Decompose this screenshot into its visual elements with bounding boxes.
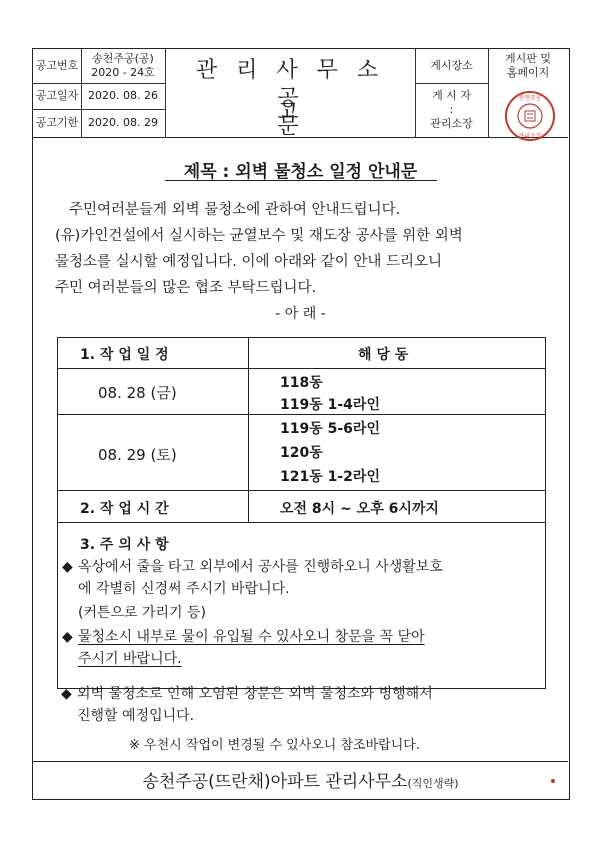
intro-line-2: (유)가인건설에서 실시하는 균열보수 및 재도장 공사를 위한 외벽 bbox=[55, 228, 463, 244]
post-place-value-line2: 홈페이지 bbox=[506, 66, 550, 79]
notice-date-value: 2020. 08. 26 bbox=[88, 89, 158, 102]
intro-line-3: 물청소를 실시할 예정입니다. 이에 아래와 같이 안내 드리오니 bbox=[55, 254, 443, 270]
poster-label: 게 시 자 bbox=[432, 89, 471, 102]
day2-building-2: 120동 bbox=[280, 445, 323, 461]
office-title: 관 리 사 무 소 bbox=[195, 58, 385, 83]
footer-org-name: 송천주공(뜨란채)아파트 관리사무소 bbox=[142, 772, 408, 792]
note-2-line-2: 주시기 바랍니다. bbox=[78, 651, 182, 667]
notice-page bbox=[32, 48, 570, 800]
note-3-line-2: 진행할 예정입니다. bbox=[77, 708, 195, 724]
notice-no-value-line2: 2020 - 24호 bbox=[91, 66, 155, 79]
notice-deadline-label: 공고기한 bbox=[35, 116, 79, 129]
diamond-bullet-icon: ◆ bbox=[61, 686, 72, 702]
notice-title: 제목 : 외벽 물청소 일정 안내문 bbox=[183, 162, 418, 182]
seal-omitted: (직인생략) bbox=[407, 777, 459, 790]
note-3 bbox=[61, 683, 433, 705]
seal-text-top: 송천주공 bbox=[518, 95, 542, 102]
note-1-line-1: 옥상에서 줄을 타고 외부에서 공사를 진행하오니 사생활보호 bbox=[78, 559, 443, 575]
notice-deadline-value: 2020. 08. 29 bbox=[88, 116, 158, 129]
diamond-bullet-icon: ◆ bbox=[62, 629, 73, 645]
time-label: 2. 작 업 시 간 bbox=[80, 501, 169, 517]
day2-building-1: 119동 5-6라인 bbox=[280, 421, 380, 437]
seal-text-bottom: 관리소장 bbox=[518, 133, 542, 140]
day1-date: 08. 28 (금) bbox=[98, 384, 177, 402]
official-seal-stamp bbox=[503, 89, 557, 143]
time-value: 오전 8시 ~ 오후 6시까지 bbox=[280, 501, 439, 517]
post-place-value-line1: 게시판 및 bbox=[504, 52, 551, 65]
intro-line-1: 주민여러분들게 외벽 물청소에 관하여 안내드립니다. bbox=[69, 202, 401, 218]
poster-value: 관리소장 bbox=[430, 117, 473, 130]
below-marker: - 아 래 - bbox=[275, 306, 326, 322]
day1-building-1: 118동 bbox=[280, 375, 323, 391]
notice-no-value-line1: 송천주공(공) bbox=[92, 52, 154, 65]
buildings-header: 해 당 동 bbox=[358, 347, 409, 363]
notice-word: 공 고 문 bbox=[277, 86, 361, 139]
note-2-line-1: 물청소시 내부로 물이 유입될 수 있사오니 창문을 꼭 닫아 bbox=[78, 629, 425, 645]
rain-remark: ※ 우천시 작업이 변경될 수 있사오니 참조바랍니다. bbox=[129, 738, 420, 753]
notes-heading: 3. 주 의 사 항 bbox=[80, 537, 169, 553]
footer-org bbox=[33, 767, 568, 792]
notice-no-value bbox=[81, 49, 165, 83]
note-3-line-1: 외벽 물청소로 인해 오염된 창문은 외벽 물청소와 병행해서 bbox=[77, 686, 433, 702]
footer-divider bbox=[33, 761, 568, 762]
note-1-line-2: 에 각별히 신경써 주시기 바랍니다. bbox=[78, 581, 290, 597]
schedule-table bbox=[57, 337, 546, 689]
post-place-value bbox=[488, 49, 568, 83]
notice-date-label: 공고일자 bbox=[35, 89, 79, 102]
day1-building-2: 119동 1-4라인 bbox=[280, 397, 380, 413]
note-1 bbox=[62, 556, 443, 578]
day2-date: 08. 29 (토) bbox=[98, 446, 177, 464]
poster-colon: : bbox=[449, 103, 454, 116]
notice-header-table bbox=[33, 49, 568, 138]
notice-no-label: 공고번호 bbox=[35, 59, 79, 72]
title-underline bbox=[165, 180, 437, 181]
red-mark bbox=[551, 779, 555, 783]
post-place-label: 게시장소 bbox=[430, 59, 473, 72]
schedule-header: 1. 작 업 일 정 bbox=[80, 347, 169, 363]
note-2 bbox=[62, 626, 425, 648]
poster-cell bbox=[415, 83, 488, 137]
intro-line-4: 주민 여러분들의 많은 협조 부탁드립니다. bbox=[55, 280, 317, 296]
diamond-bullet-icon: ◆ bbox=[62, 559, 73, 575]
note-1-line-3: (커튼으로 가리기 등) bbox=[78, 605, 207, 621]
day2-building-3: 121동 1-2라인 bbox=[280, 469, 380, 485]
